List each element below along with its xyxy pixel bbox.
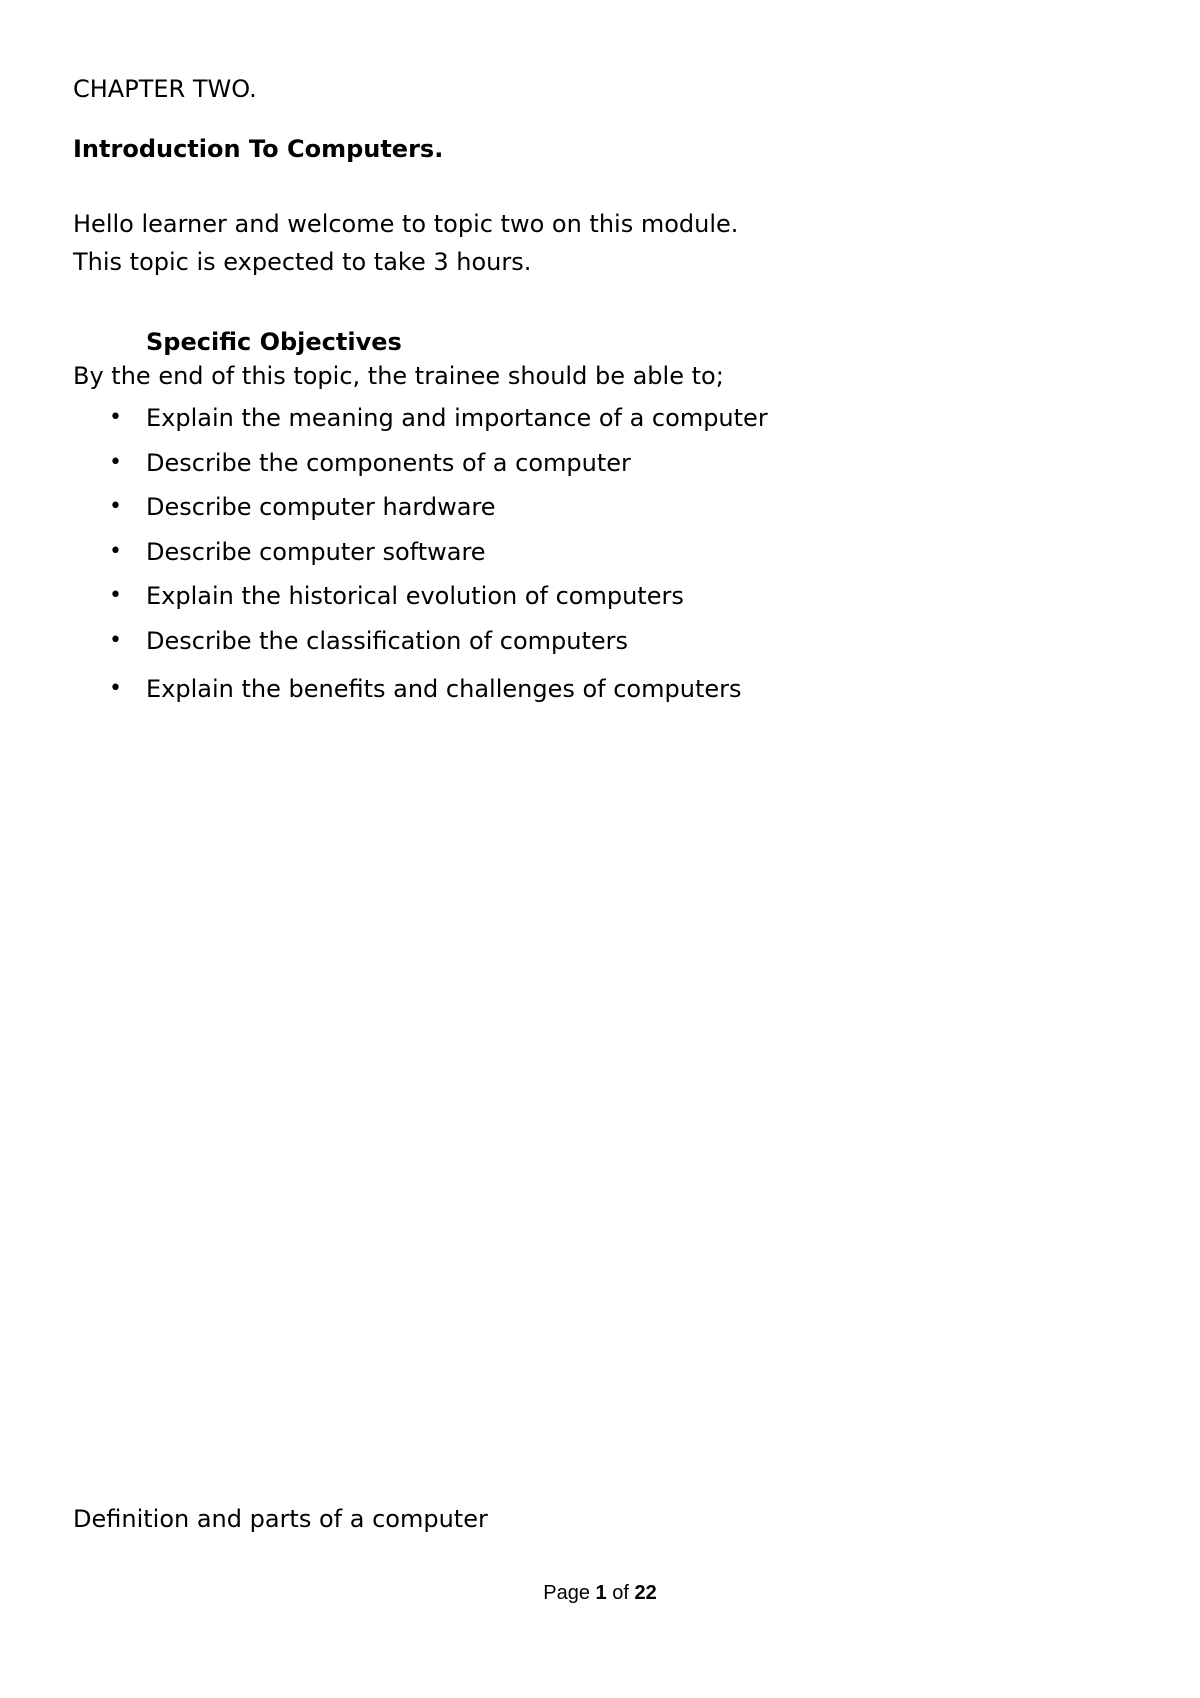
chapter-label: CHAPTER TWO. xyxy=(73,75,257,103)
objectives-lead: By the end of this topic, the trainee should be able to; xyxy=(73,362,724,390)
objective-text: Explain the meaning and importance of a computer xyxy=(146,404,768,432)
objective-text: Describe computer hardware xyxy=(146,493,496,521)
bullet-icon: • xyxy=(109,583,122,608)
page-word: Page xyxy=(543,1582,590,1604)
of-word: of xyxy=(612,1582,629,1604)
bullet-icon: • xyxy=(109,676,122,701)
objective-text: Describe the classification of computers xyxy=(146,627,629,655)
bullet-icon: • xyxy=(109,539,122,564)
objective-text: Describe the components of a computer xyxy=(146,449,631,477)
objectives-heading: Specific Objectives xyxy=(146,328,402,356)
objective-text: Explain the historical evolution of computers xyxy=(146,582,684,610)
bullet-icon: • xyxy=(109,628,122,653)
bullet-icon: • xyxy=(109,450,122,475)
document-title: Introduction To Computers. xyxy=(73,135,444,163)
section-heading: Definition and parts of a computer xyxy=(73,1505,488,1533)
page-total: 22 xyxy=(634,1582,657,1604)
page-footer xyxy=(0,1580,1200,1606)
intro-line-1: Hello learner and welcome to topic two on this module. xyxy=(73,210,739,238)
bullet-icon: • xyxy=(109,405,122,430)
page-number: 1 xyxy=(595,1582,607,1604)
objective-text: Describe computer software xyxy=(146,538,486,566)
objective-text: Explain the benefits and challenges of computers xyxy=(146,675,742,703)
bullet-icon: • xyxy=(109,494,122,519)
intro-line-2: This topic is expected to take 3 hours. xyxy=(73,248,532,276)
